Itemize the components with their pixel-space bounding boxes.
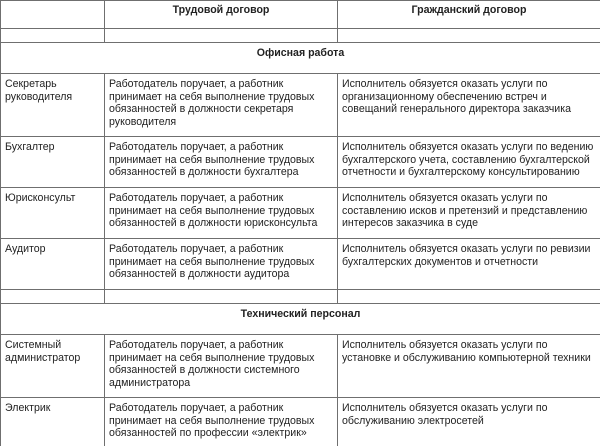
section-title-office: Офисная работа xyxy=(1,43,600,74)
position-cell: Системный администратор xyxy=(1,335,105,398)
table-row xyxy=(1,188,600,239)
table-row xyxy=(1,239,600,290)
civil-cell: Исполнитель обязуется оказать услуги по обслуживанию электросетей xyxy=(338,398,600,446)
civil-cell: Исполнитель обязуется оказать услуги по организационному обеспечению встреч и совещаний генерального директора заказчика xyxy=(338,74,600,137)
spacer-row xyxy=(1,290,600,304)
header-position xyxy=(1,1,105,29)
spacer-row xyxy=(1,29,600,43)
labor-cell: Работодатель поручает, а работник принимает на себя выполнение трудовых обязанностей в должности бухгалтера xyxy=(105,137,338,188)
section-title-technical: Технический персонал xyxy=(1,304,600,335)
header-row xyxy=(1,1,600,29)
position-cell: Юрисконсульт xyxy=(1,188,105,239)
table-row xyxy=(1,335,600,398)
labor-cell: Работодатель поручает, а работник принимает на себя выполнение трудовых обязанностей в должности секретаря руководителя xyxy=(105,74,338,137)
civil-cell: Исполнитель обязуется оказать услуги по ревизии бухгалтерских документов и отчетности xyxy=(338,239,600,290)
labor-cell: Работодатель поручает, а работник принимает на себя выполнение трудовых обязанностей в должности юрисконсульта xyxy=(105,188,338,239)
table-row xyxy=(1,137,600,188)
civil-cell: Исполнитель обязуется оказать услуги по составлению исков и претензий и представлению интересов заказчика в суде xyxy=(338,188,600,239)
position-cell: Секретарь руководителя xyxy=(1,74,105,137)
section-row-office xyxy=(1,43,600,74)
position-cell: Бухгалтер xyxy=(1,137,105,188)
position-cell: Аудитор xyxy=(1,239,105,290)
table-row xyxy=(1,398,600,446)
civil-cell: Исполнитель обязуется оказать услуги по установке и обслуживанию компьютерной техники xyxy=(338,335,600,398)
section-row-technical xyxy=(1,304,600,335)
labor-cell: Работодатель поручает, а работник принимает на себя выполнение трудовых обязанностей в должности аудитора xyxy=(105,239,338,290)
header-civil-contract: Гражданский договор xyxy=(338,1,600,29)
labor-cell: Работодатель поручает, а работник принимает на себя выполнение трудовых обязанностей по профессии «электрик» xyxy=(105,398,338,446)
header-labor-contract: Трудовой договор xyxy=(105,1,338,29)
civil-cell: Исполнитель обязуется оказать услуги по ведению бухгалтерского учета, составлению бухгалтерской отчетности и бухгалтерскому консультированию xyxy=(338,137,600,188)
labor-cell: Работодатель поручает, а работник принимает на себя выполнение трудовых обязанностей в должности системного администратора xyxy=(105,335,338,398)
position-cell: Электрик xyxy=(1,398,105,446)
table-row xyxy=(1,74,600,137)
